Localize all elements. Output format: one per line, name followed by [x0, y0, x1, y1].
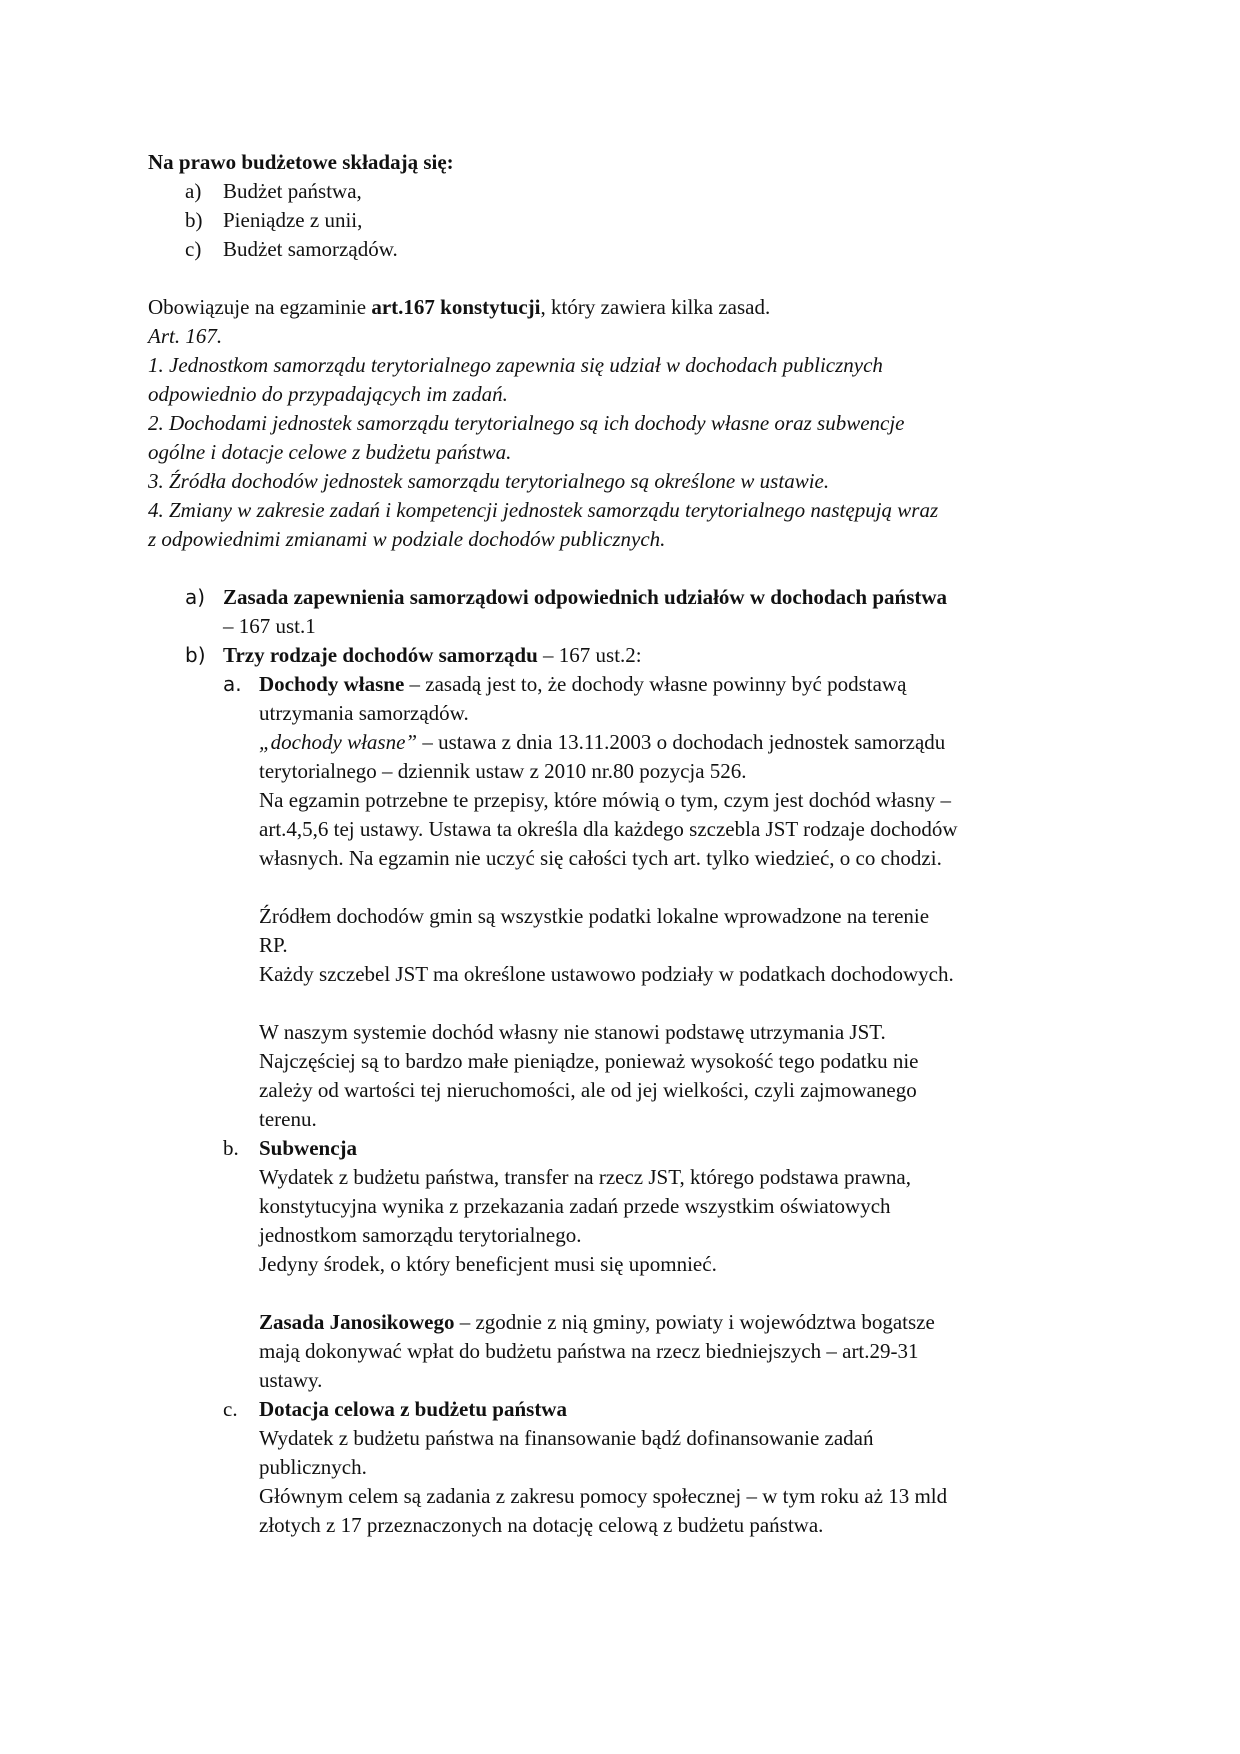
principle-b — [148, 641, 1108, 670]
exam-note-bold: art.167 konstytucji — [371, 295, 541, 319]
own-income-title: Dochody własne — [259, 672, 405, 696]
list-item-text: Budżet państwa, — [223, 179, 362, 203]
list-marker: c. — [223, 1397, 238, 1421]
list-marker: b. — [223, 1136, 239, 1160]
list-marker: c) — [185, 237, 202, 261]
list-marker: a. — [223, 672, 242, 696]
principle-b-title: Trzy rodzaje dochodów samorządu — [223, 643, 538, 667]
grant-title: Dotacja celowa z budżetu państwa — [259, 1397, 567, 1421]
article-paragraph-1a: 1. Jednostkom samorządu terytorialnego zapewnia się udział w dochodach publicznych — [148, 353, 883, 377]
intro-item-a — [148, 177, 1108, 206]
intro-heading: Na prawo budżetowe składają się: — [148, 150, 454, 174]
article-paragraph-4b: z odpowiednimi zmianami w podziale dochodów publicznych. — [148, 527, 666, 551]
own-income-section: a. Dochody własne – zasadą jest to, że dochody własne powinny być podstawą utrzymania samorządów. „dochody własne” – ustawa z dnia 13.11.2003 o dochodach jednostek samorządu terytorialnego – dziennik ustaw z 2010 nr.80 pozycja 526. Na egzamin potrzebne te przepisy, które mówią o tym, czym jest dochód własny – art.4,5,6 tej ustawy. Ustawa ta określa dla każdego szczebla JST rodzaje dochodów własnych. Na egzamin nie uczyć się całości tych art. tylko wiedzieć, o co chodzi. Źródłem dochodów gmin są wszystkie podatki lokalne wprowadzone na terenie RP. Każdy szczebel JST ma określone ustawowo podziały w podatkach dochodowych. W naszym systemie dochód własny nie stanowi podstawę utrzymania JST. Najczęściej są to bardzo małe pieniądze, ponieważ wysokość tego podatku nie zależy od wartości tej nieruchomości, ale od jej wielkości, czyli zajmowanego terenu. — [223, 672, 958, 1131]
principle-a-ref: – 167 ust.1 — [223, 614, 316, 638]
principle-b-ref: – 167 ust.2: — [537, 643, 642, 667]
intro-item-c — [148, 235, 1108, 264]
list-marker: a) — [185, 585, 206, 609]
principle-a-title: Zasada zapewnienia samorządowi odpowiednich udziałów w dochodach państwa — [223, 585, 948, 609]
list-item-text: Budżet samorządów. — [223, 237, 398, 261]
list-marker: a) — [185, 179, 202, 203]
janosik-title: Zasada Janosikowego — [259, 1310, 455, 1334]
principle-a — [148, 583, 1108, 641]
subsidy-section: b. Subwencja Wydatek z budżetu państwa, transfer na rzecz JST, którego podstawa prawna, konstytucyjna wynika z przekazania zadań przede wszystkim oświatowych jednostkom samorządu terytorialnego. Jedyny środek, o który beneficjent musi się upomnieć. Zasada Janosikowego – zgodnie z nią gminy, powiaty i województwa bogatsze mają dokonywać wpłat do budżetu państwa na rzecz biedniejszych – art.29-31 ustawy. — [148, 1134, 1108, 1395]
article-paragraph-3: 3. Źródła dochodów jednostek samorządu terytorialnego są określone w ustawie. — [148, 469, 830, 493]
list-marker: b) — [185, 643, 206, 667]
subsidy-title: Subwencja — [259, 1136, 358, 1160]
exam-note: Obowiązuje na egzaminie art.167 konstytucji, który zawiera kilka zasad. — [148, 295, 771, 319]
intro-item-b — [148, 206, 1108, 235]
article-title: Art. 167. — [148, 324, 223, 348]
document-page — [148, 148, 1108, 1540]
article-paragraph-1b: odpowiednio do przypadających im zadań. — [148, 382, 508, 406]
own-income-quote: „dochody własne” — [259, 730, 418, 754]
article-paragraph-2b: ogólne i dotacje celowe z budżetu państwa. — [148, 440, 512, 464]
grant-section: c. Dotacja celowa z budżetu państwa Wydatek z budżetu państwa na finansowanie bądź dofinansowanie zadań publicznych. Głównym celem są zadania z zakresu pomocy społecznej – w tym roku aż 13 mld złotych z 17 przeznaczonych na dotację celową z budżetu państwa. — [148, 1395, 1108, 1540]
article-paragraph-2a: 2. Dochodami jednostek samorządu terytorialnego są ich dochody własne oraz subwencje — [148, 411, 905, 435]
article-paragraph-4a: 4. Zmiany w zakresie zadań i kompetencji jednostek samorządu terytorialnego następują wraz — [148, 498, 939, 522]
list-item-text: Pieniądze z unii, — [223, 208, 363, 232]
list-marker: b) — [185, 208, 203, 232]
